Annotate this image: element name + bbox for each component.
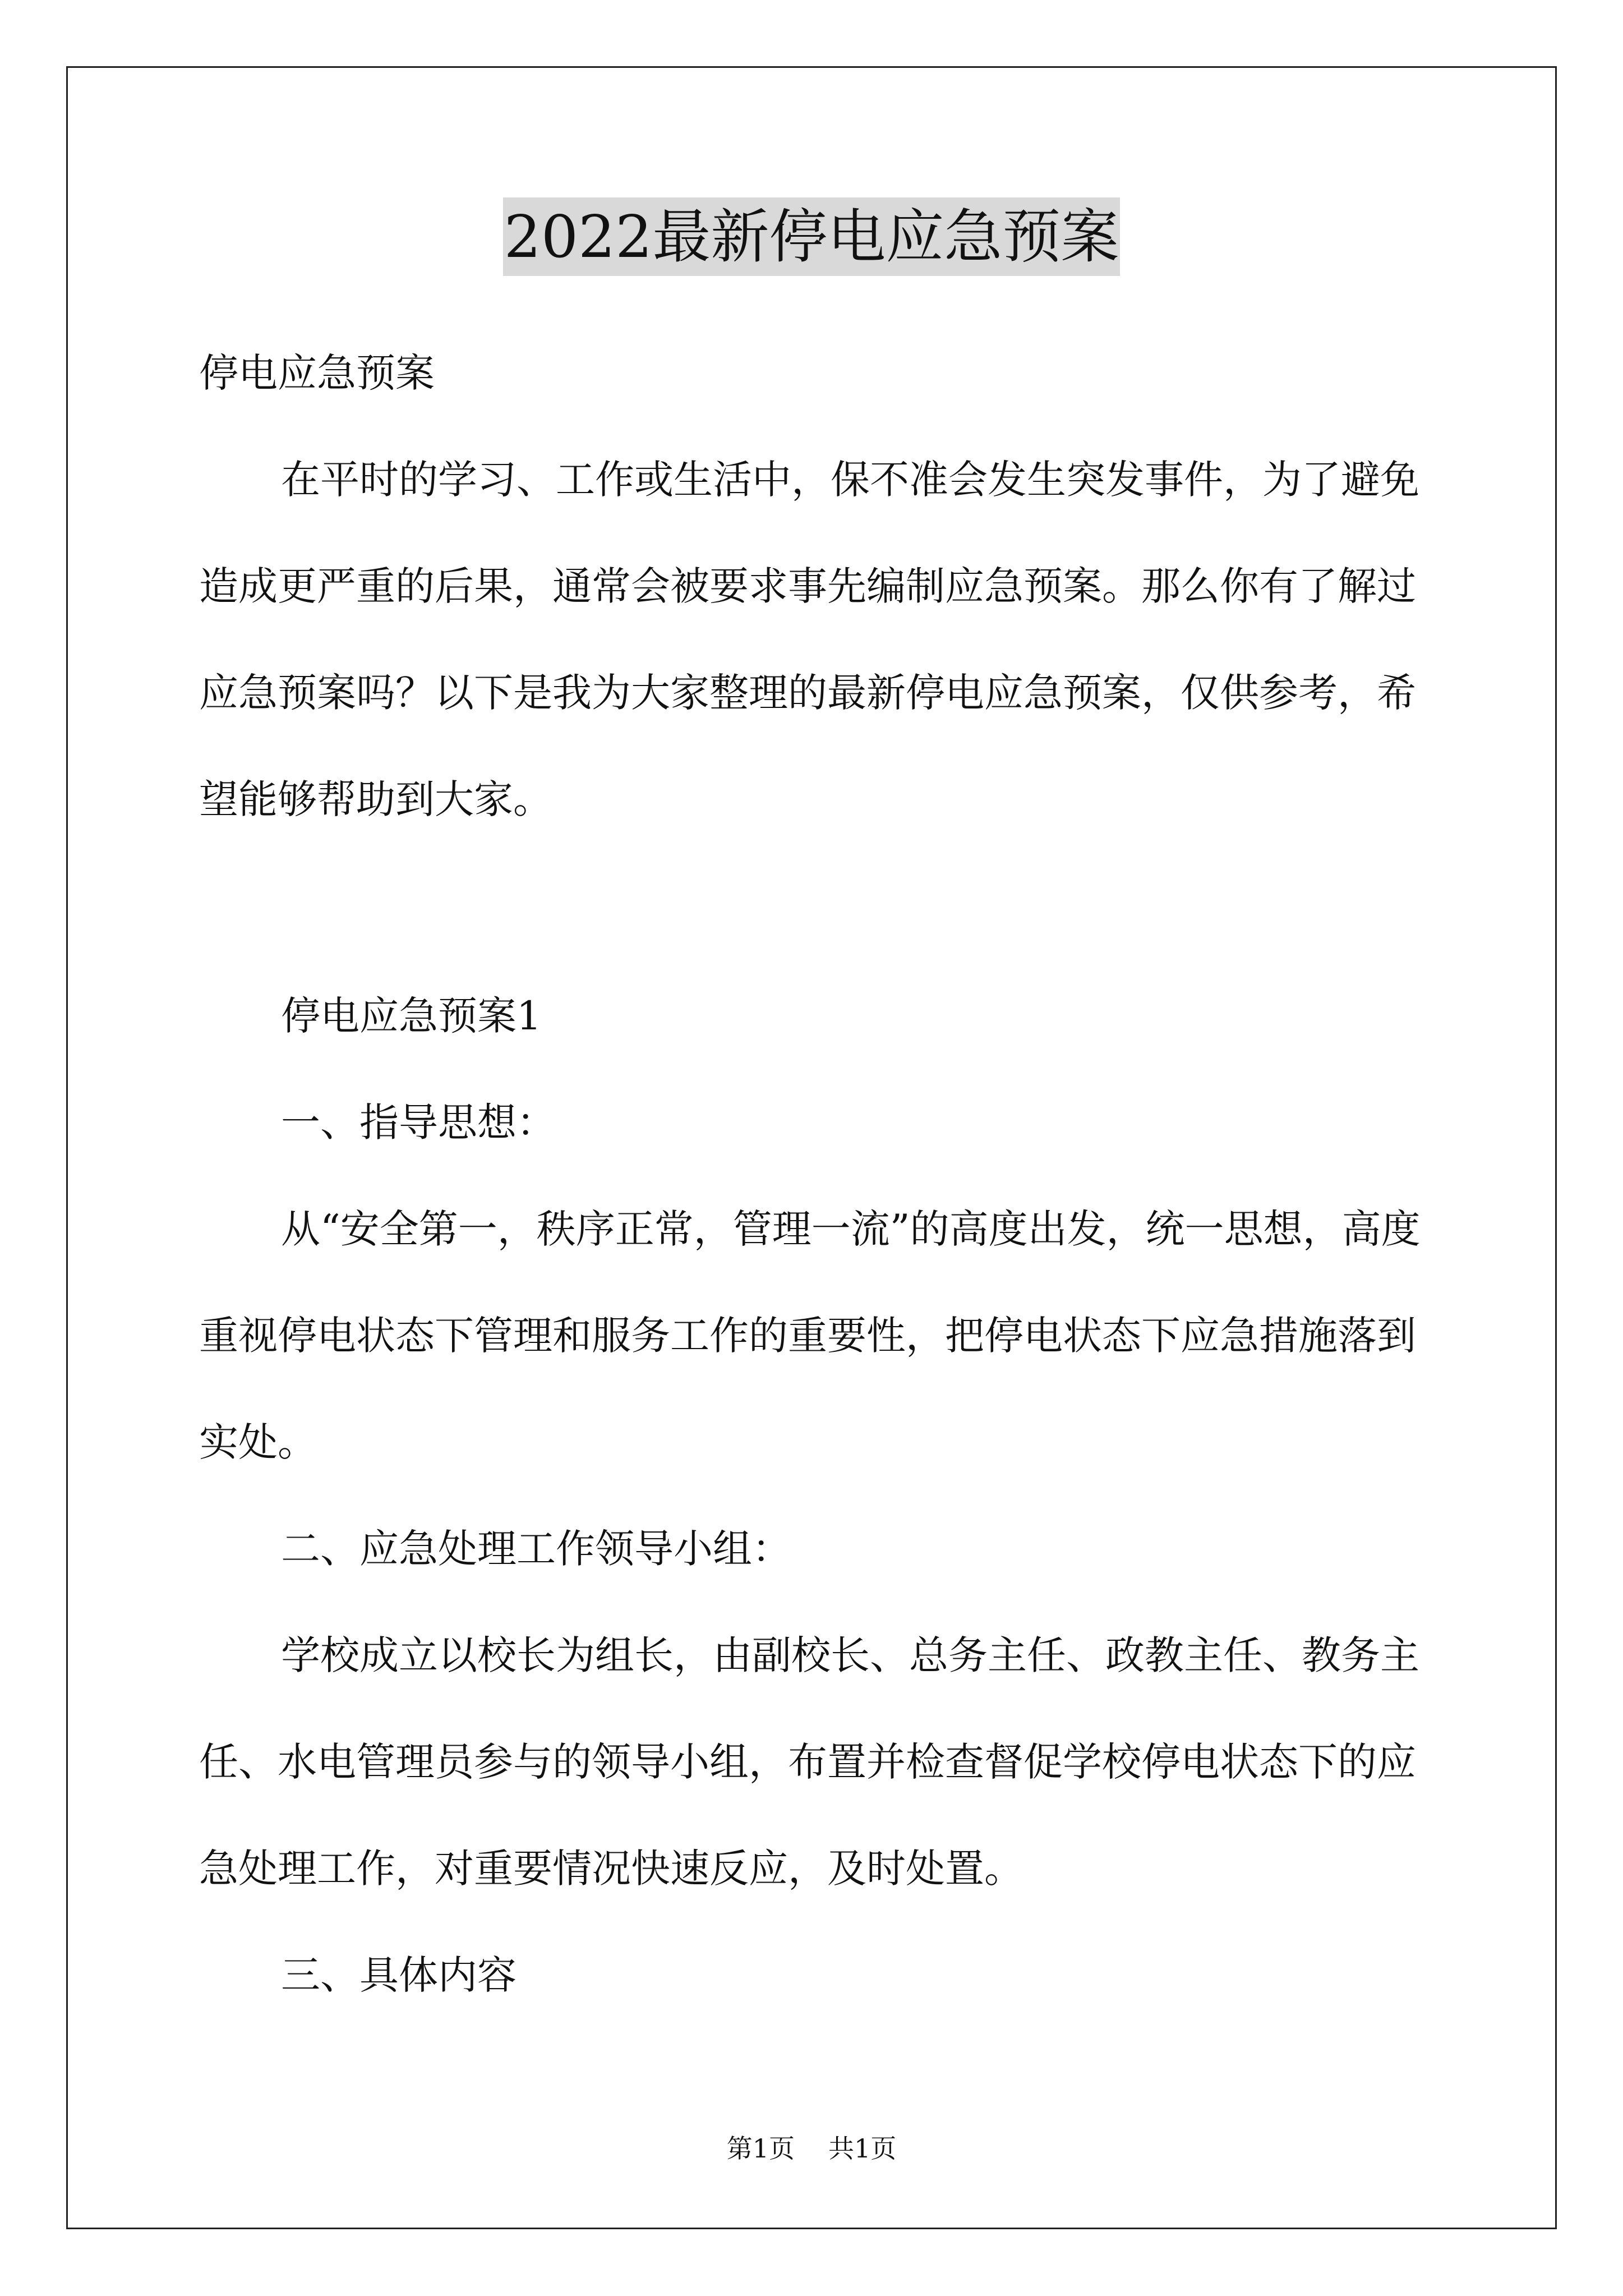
page-footer [0, 2132, 1623, 2165]
paragraph-guiding-ideology: 从“安全第一，秩序正常，管理一流”的高度出发，统一思想，高度重视停电状态下管理和服务工作的重要性，把停电状态下应急措施落到实处。 [199, 1206, 1421, 1465]
paragraph-gap [199, 853, 1433, 963]
document-title: 2022最新停电应急预案 [503, 197, 1121, 276]
title-container [0, 197, 1623, 276]
intro-paragraph: 在平时的学习、工作或生活中，保不准会发生突发事件，为了避免造成更严重的后果，通常会被要求事先编制应急预案。那么你有了解过应急预案吗？以下是我为大家整理的最新停电应急预案，仅供参考，希望能够帮助到大家。 [199, 457, 1419, 822]
document-subtitle: 停电应急预案 [199, 350, 435, 396]
paragraph-leadership-group: 学校成立以校长为组长，由副校长、总务主任、政教主任、教务主任、水电管理员参与的领导小组，布置并检查督促学校停电状态下的应急处理工作，对重要情况快速反应，及时处置。 [199, 1632, 1419, 1892]
heading-leadership-group: 二、应急处理工作领导小组： [281, 1526, 791, 1572]
heading-specific-content: 三、具体内容 [281, 1952, 517, 1998]
page-number: 第1页 [726, 2133, 795, 2164]
heading-guiding-ideology: 一、指导思想： [281, 1099, 556, 1145]
document-body [199, 320, 1433, 2028]
section-title: 停电应急预案1 [281, 993, 542, 1039]
page-total: 共1页 [828, 2133, 897, 2164]
